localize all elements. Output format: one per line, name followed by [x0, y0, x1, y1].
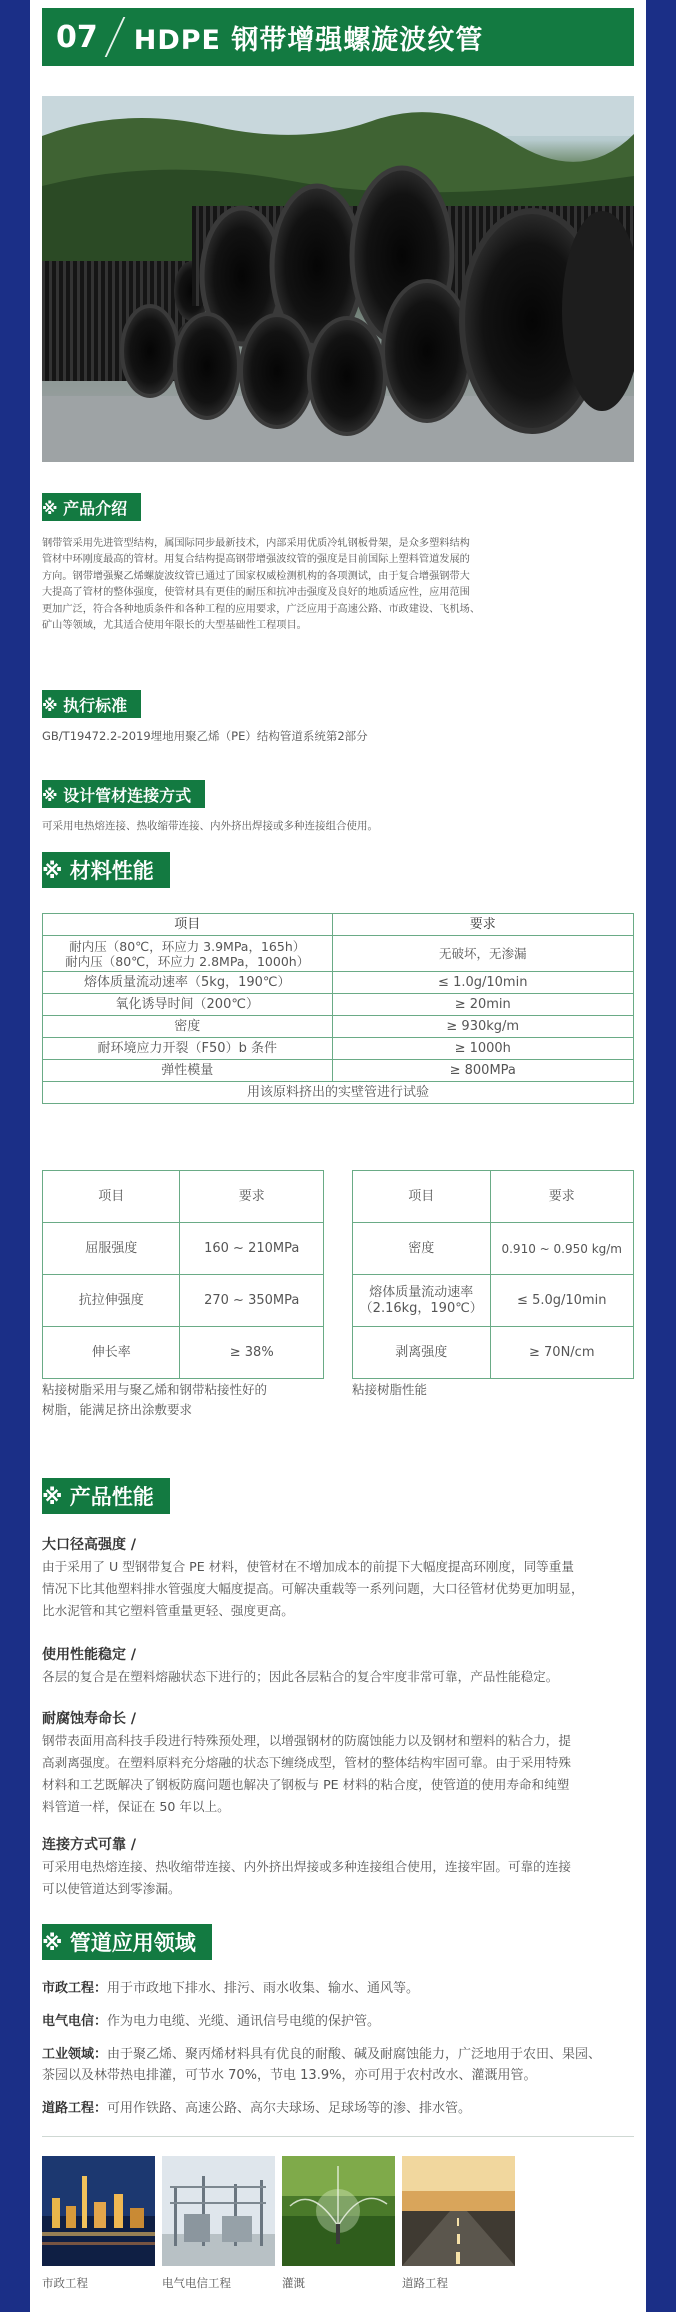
table-cell-requirement: ≥ 1000h	[332, 1038, 634, 1060]
substation-image	[162, 2156, 275, 2266]
table-cell-item: 密度	[43, 1016, 333, 1038]
road-sunset-image	[402, 2156, 515, 2266]
section-heading-performance	[42, 1478, 170, 1514]
table-footer-note: 用该原料挤出的实壁管进行试验	[43, 1082, 634, 1104]
performance-line: 钢带表面用高科技手段进行特殊预处理，以增强钢材的防腐蚀能力以及钢材和塑料的粘合力，提	[42, 1733, 571, 1748]
table-cell-item: 氧化诱导时间（200℃）	[43, 994, 333, 1016]
table-row	[43, 1016, 634, 1038]
thumbnail-caption: 道路工程	[402, 2276, 448, 2290]
title-banner	[42, 8, 634, 66]
table-cell-requirement: 0.910 ~ 0.950 kg/m	[490, 1223, 634, 1275]
table-cell-requirement: ≥ 20min	[332, 994, 634, 1016]
application-text: 用于市政地下排水、排污、雨水收集、输水、通风等。	[107, 1981, 420, 1996]
note-line: 树脂，能满足挤出涂敷要求	[42, 1402, 193, 1417]
performance-line: 各层的复合是在塑料熔融状态下进行的；因此各层粘合的复合牢度非常可靠，产品性能稳定。	[42, 1669, 559, 1684]
hero-pipes-photo	[42, 96, 634, 462]
note-line: 粘接树脂采用与聚乙烯和钢带粘接性好的	[42, 1382, 268, 1397]
table-header-item: 项目	[353, 1171, 491, 1223]
performance-item-title: 连接方式可靠 /	[42, 1837, 136, 1853]
application-text: 由于聚乙烯、聚丙烯材料具有优良的耐酸、碱及耐腐蚀能力，广泛地用于农田、果园、	[107, 2047, 602, 2062]
table-cell-item: （2.16kg，190℃）	[359, 1300, 483, 1316]
section-heading-connection	[42, 780, 205, 808]
performance-item-title: 耐腐蚀寿命长 /	[42, 1711, 136, 1727]
table-row	[43, 1060, 634, 1082]
section-heading-intro	[42, 493, 141, 521]
application-item-municipal	[42, 1978, 634, 1999]
table-header-requirement: 要求	[180, 1171, 324, 1223]
performance-line: 情况下比其他塑料排水管强度大幅度提高。可解决重载等一系列问题，大口径管材优势更加明显，	[42, 1581, 584, 1596]
table-cell-item: 密度	[353, 1223, 491, 1275]
table-cell-requirement: ≤ 1.0g/10min	[332, 972, 634, 994]
performance-line: 材料和工艺既解决了钢板防腐问题也解决了钢板与 PE 材料的粘合度，使管道的使用寿命和纯塑	[42, 1777, 570, 1792]
intro-line: 矿山等领域，尤其适合使用年限长的大型基础性工程项目。	[42, 620, 307, 632]
table-header-requirement: 要求	[490, 1171, 634, 1223]
note-line: 粘接树脂性能	[352, 1382, 428, 1397]
table-row	[43, 1327, 324, 1379]
thumbnail-caption: 市政工程	[42, 2276, 88, 2290]
table-cell-requirement: 270 ~ 350MPa	[180, 1275, 324, 1327]
thumbnail-caption: 灌溉	[282, 2276, 305, 2290]
table-cell-item: 熔体质量流动速率（5kg，190℃）	[43, 972, 333, 994]
intro-line: 方向。钢带增强聚乙烯螺旋波纹管已通过了国家权威检测机构的各项测试，由于复合增强钢带大	[42, 570, 470, 582]
adhesive-table-note	[352, 1380, 427, 1400]
city-night-image	[42, 2156, 155, 2266]
table-cell-item: 伸长率	[43, 1327, 180, 1379]
steel-strip-table-note	[42, 1380, 267, 1420]
right-frame-bar	[646, 0, 676, 2312]
performance-line: 由于采用了 U 型钢带复合 PE 材料，使管材在不增加成本的前提下大幅度提高环刚度，同等重量	[42, 1559, 574, 1574]
application-label: 市政工程：	[42, 1981, 108, 1996]
table-row	[43, 1223, 324, 1275]
table-cell-item: 耐环境应力开裂（F50）b 条件	[43, 1038, 333, 1060]
performance-heading-text: ※ 产品性能	[42, 1485, 154, 1509]
table-row	[43, 972, 634, 994]
sprinkler-image	[282, 2156, 395, 2266]
performance-item	[42, 1708, 634, 1818]
table-header-requirement: 要求	[332, 914, 634, 936]
standard-text: GB/T19472.2-2019埋地用聚乙烯（PE）结构管道系统第2部分	[42, 729, 368, 743]
performance-item-title: 大口径高强度 /	[42, 1537, 136, 1553]
thumbnail-road	[402, 2156, 515, 2266]
section-heading-applications	[42, 1924, 212, 1960]
table-row	[43, 994, 634, 1016]
table-row	[43, 936, 634, 972]
adhesive-resin-table	[352, 1170, 634, 1379]
application-text: 茶园以及林带热电排灌，可节水 70%，节电 13.9%，亦可用于农村改水、灌溉用管。	[42, 2068, 537, 2083]
table-row	[353, 1327, 634, 1379]
table-cell-requirement: ≥ 930kg/m	[332, 1016, 634, 1038]
application-label: 道路工程：	[42, 2101, 108, 2116]
table-row	[353, 1223, 634, 1275]
material-table-main	[42, 913, 634, 1104]
steel-strip-table	[42, 1170, 324, 1379]
table-cell-requirement: ≤ 5.0g/10min	[490, 1275, 634, 1327]
table-cell-item: 耐内压（80℃，环应力 3.9MPa，165h）	[69, 938, 306, 954]
application-label: 工业领域：	[42, 2047, 108, 2062]
application-item-electrical	[42, 2011, 634, 2032]
table-cell-item: 耐内压（80℃，环应力 2.8MPa，1000h）	[65, 953, 310, 969]
intro-heading-text: ※ 产品介绍	[42, 498, 128, 518]
applications-heading-text: ※ 管道应用领域	[42, 1931, 196, 1955]
connection-heading-text: ※ 设计管材连接方式	[42, 785, 192, 805]
application-text: 作为电力电缆、光缆、通讯信号电缆的保护管。	[107, 2014, 381, 2029]
intro-paragraph	[42, 536, 634, 634]
connection-text: 可采用电热熔连接、热收缩带连接、内外挤出焊接或多种连接组合使用。	[42, 820, 378, 832]
page-title: HDPE 钢带增强螺旋波纹管	[133, 24, 484, 56]
table-cell-requirement: ≥ 800MPa	[332, 1060, 634, 1082]
application-text: 可用作铁路、高速公路、高尔夫球场、足球场等的渗、排水管。	[107, 2101, 472, 2116]
table-cell-requirement: ≥ 70N/cm	[490, 1327, 634, 1379]
performance-item	[42, 1534, 634, 1622]
left-frame-bar	[0, 0, 30, 2312]
thumbnail-electrical	[162, 2156, 275, 2266]
table-cell-item: 抗拉伸强度	[43, 1275, 180, 1327]
intro-line: 管材中环刚度最高的管材。用复合结构提高钢带增强波纹管的强度是目前国际上塑料管道发展的	[42, 554, 470, 566]
thumbnail-irrigation	[282, 2156, 395, 2266]
section-divider	[42, 2136, 634, 2137]
performance-line: 可采用电热熔连接、热收缩带连接、内外挤出焊接或多种连接组合使用，连接牢固。可靠的连接	[42, 1859, 571, 1874]
product-page	[42, 0, 634, 2312]
application-item-road	[42, 2098, 634, 2119]
application-item-industrial	[42, 2044, 634, 2086]
section-heading-material	[42, 852, 170, 888]
intro-line: 大提高了管材的整体强度，使管材具有更佳的耐压和抗冲击强度及良好的地质适应性，应用范围	[42, 587, 470, 599]
material-heading-text: ※ 材料性能	[42, 859, 154, 883]
performance-line: 可以使管道达到零渗漏。	[42, 1881, 181, 1896]
table-row	[43, 1038, 634, 1060]
section-heading-standard	[42, 690, 141, 718]
performance-line: 高剥离强度。在塑料原料充分熔融的状态下缠绕成型，管材的整体结构牢固可靠。由于采用特殊	[42, 1755, 571, 1770]
table-cell-item: 弹性模量	[43, 1060, 333, 1082]
table-cell-requirement: ≥ 38%	[180, 1327, 324, 1379]
table-cell-item: 剥离强度	[353, 1327, 491, 1379]
standard-heading-text: ※ 执行标准	[42, 695, 128, 715]
thumbnail-municipal	[42, 2156, 155, 2266]
title-number: 07	[56, 19, 98, 55]
table-cell-requirement: 无破坏，无渗漏	[332, 936, 634, 972]
table-header-item: 项目	[43, 1171, 180, 1223]
table-cell-item: 屈服强度	[43, 1223, 180, 1275]
performance-line: 料管道一样，保证在 50 年以上。	[42, 1799, 230, 1814]
table-footer-row	[43, 1082, 634, 1104]
thumbnail-caption: 电气电信工程	[162, 2276, 231, 2290]
table-header-item: 项目	[43, 914, 333, 936]
performance-item	[42, 1644, 634, 1688]
pipes-illustration	[42, 96, 634, 462]
table-cell-item: 熔体质量流动速率	[369, 1284, 474, 1300]
performance-item	[42, 1834, 634, 1900]
table-row	[353, 1275, 634, 1327]
table-cell-requirement: 160 ~ 210MPa	[180, 1223, 324, 1275]
table-row	[43, 1275, 324, 1327]
application-label: 电气电信：	[42, 2014, 108, 2029]
performance-item-title: 使用性能稳定 /	[42, 1647, 136, 1663]
performance-line: 比水泥管和其它塑料管重量更轻、强度更高。	[42, 1603, 294, 1618]
title-slash-divider	[104, 17, 125, 57]
intro-line: 钢带管采用先进管型结构，属国际同步最新技术，内部采用优质冷轧钢板骨架，是众多塑料结构	[42, 538, 470, 549]
intro-line: 更加广泛，符合各种地质条件和各种工程的应用要求，广泛应用于高速公路、市政建设、飞机场、	[42, 603, 481, 615]
